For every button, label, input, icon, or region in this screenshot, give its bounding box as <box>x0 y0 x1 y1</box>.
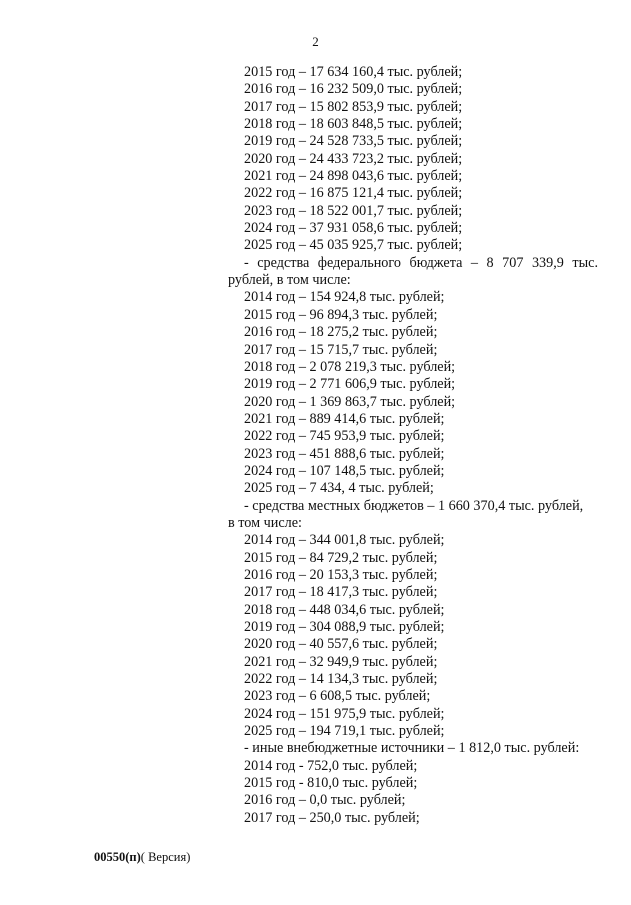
text-line: 2015 год – 84 729,2 тыс. рублей; <box>244 549 438 566</box>
text-line: 2021 год – 24 898 043,6 тыс. рублей; <box>244 168 463 185</box>
text-line: рублей, в том числе: <box>228 272 351 289</box>
text-line: 2021 год – 889 414,6 тыс. рублей; <box>244 410 445 427</box>
text-line: 2025 год – 7 434, 4 тыс. рублей; <box>244 480 434 497</box>
text-line: 2019 год – 24 528 733,5 тыс. рублей; <box>244 133 463 150</box>
text-line: 2016 год – 0,0 тыс. рублей; <box>244 792 406 809</box>
document-version: ( Версия) <box>140 850 191 864</box>
text-line: 2020 год – 1 369 863,7 тыс. рублей; <box>244 393 456 410</box>
text-line: 2025 год – 45 035 925,7 тыс. рублей; <box>244 237 463 254</box>
text-line: 2021 год – 32 949,9 тыс. рублей; <box>244 653 438 670</box>
text-line: 2018 год – 2 078 219,3 тыс. рублей; <box>244 358 456 375</box>
text-line: 2017 год – 18 417,3 тыс. рублей; <box>244 584 438 601</box>
text-line: - средства федерального бюджета – 8 707 339,9 тыс. <box>244 254 598 271</box>
text-line: 2023 год – 6 608,5 тыс. рублей; <box>244 688 431 705</box>
text-line: 2019 год – 2 771 606,9 тыс. рублей; <box>244 376 456 393</box>
text-line: 2015 год - 810,0 тыс. рублей; <box>244 775 418 792</box>
document-body <box>228 64 598 827</box>
text-line: 2020 год – 40 557,6 тыс. рублей; <box>244 636 438 653</box>
text-line: 2023 год – 451 888,6 тыс. рублей; <box>244 445 445 462</box>
text-line: 2016 год – 20 153,3 тыс. рублей; <box>244 566 438 583</box>
text-line: 2018 год – 18 603 848,5 тыс. рублей; <box>244 116 463 133</box>
text-line: 2014 год – 344 001,8 тыс. рублей; <box>244 532 445 549</box>
text-line: 2025 год – 194 719,1 тыс. рублей; <box>244 723 445 740</box>
text-line: 2017 год – 250,0 тыс. рублей; <box>244 809 420 826</box>
text-line: 2022 год – 745 953,9 тыс. рублей; <box>244 428 445 445</box>
text-line: 2016 год – 18 275,2 тыс. рублей; <box>244 324 438 341</box>
text-line: 2024 год – 37 931 058,6 тыс. рублей; <box>244 220 463 237</box>
text-line: - средства местных бюджетов – 1 660 370,4 тыс. рублей, <box>244 497 584 514</box>
text-line: 2024 год – 151 975,9 тыс. рублей; <box>244 705 445 722</box>
text-line: 2017 год – 15 802 853,9 тыс. рублей; <box>244 98 463 115</box>
text-line: 2015 год – 17 634 160,4 тыс. рублей; <box>244 64 463 80</box>
text-line: 2014 год - 752,0 тыс. рублей; <box>244 757 418 774</box>
text-line: 2014 год – 154 924,8 тыс. рублей; <box>244 289 445 306</box>
text-line: 2018 год – 448 034,6 тыс. рублей; <box>244 601 445 618</box>
text-line: 2024 год – 107 148,5 тыс. рублей; <box>244 462 445 479</box>
text-line: 2016 год – 16 232 509,0 тыс. рублей; <box>244 81 463 98</box>
page-number: 2 <box>312 34 319 49</box>
text-line: 2023 год – 18 522 001,7 тыс. рублей; <box>244 202 463 219</box>
text-line: - иные внебюджетные источники – 1 812,0 тыс. рублей: <box>244 740 580 757</box>
document-code: 00550(п) <box>94 850 141 864</box>
text-line: 2022 год – 14 134,3 тыс. рублей; <box>244 671 438 688</box>
text-line: 2019 год – 304 088,9 тыс. рублей; <box>244 619 445 635</box>
document-footer <box>94 850 190 865</box>
text-line: 2015 год – 96 894,3 тыс. рублей; <box>244 306 438 323</box>
text-line: 2017 год – 15 715,7 тыс. рублей; <box>244 341 438 358</box>
text-line: 2020 год – 24 433 723,2 тыс. рублей; <box>244 150 463 167</box>
text-line: в том числе: <box>228 514 302 531</box>
text-line: 2022 год – 16 875 121,4 тыс. рублей; <box>244 185 463 202</box>
